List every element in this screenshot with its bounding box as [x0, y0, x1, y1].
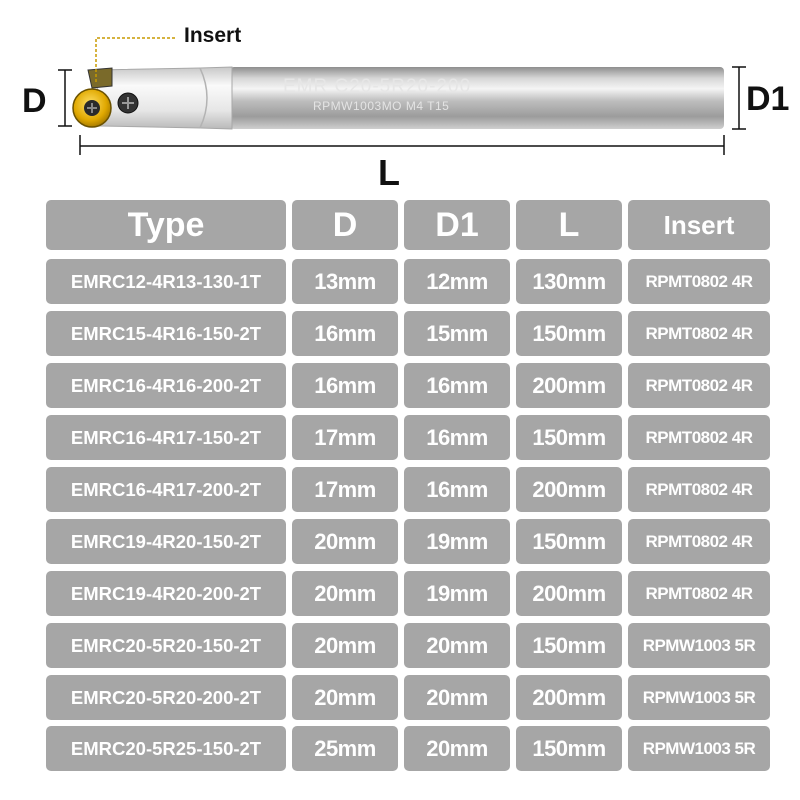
d-label: D — [22, 82, 47, 120]
cell-l: 150mm — [516, 311, 622, 356]
cell-insert: RPMT0802 4R — [628, 259, 770, 304]
insert-label: Insert — [184, 24, 242, 47]
table-row — [46, 467, 770, 512]
l-label: L — [378, 152, 400, 193]
cell-l: 200mm — [516, 467, 622, 512]
cell-type: EMRC16-4R16-200-2T — [46, 363, 286, 408]
header-insert: Insert — [628, 200, 770, 250]
table-row — [46, 311, 770, 356]
engraving-spec: RPMW1003MO M4 T15 — [313, 99, 450, 113]
cell-type: EMRC16-4R17-200-2T — [46, 467, 286, 512]
header-d: D — [292, 200, 398, 250]
cell-l: 130mm — [516, 259, 622, 304]
d1-label: D1 — [746, 80, 790, 118]
table-row — [46, 363, 770, 408]
cell-insert: RPMT0802 4R — [628, 415, 770, 460]
cell-d1: 19mm — [404, 571, 510, 616]
insert-icon — [88, 68, 112, 88]
cell-l: 200mm — [516, 675, 622, 720]
cell-type: EMRC16-4R17-150-2T — [46, 415, 286, 460]
table-row — [46, 623, 770, 668]
cell-insert: RPMT0802 4R — [628, 519, 770, 564]
cell-l: 150mm — [516, 623, 622, 668]
engraving-model: EMR C20-5R20-200 — [283, 76, 472, 97]
cell-type: EMRC12-4R13-130-1T — [46, 259, 286, 304]
cell-d: 25mm — [292, 726, 398, 771]
cell-d1: 20mm — [404, 623, 510, 668]
cell-type: EMRC20-5R20-200-2T — [46, 675, 286, 720]
cell-d1: 12mm — [404, 259, 510, 304]
table-row — [46, 726, 770, 771]
cell-type: EMRC19-4R20-150-2T — [46, 519, 286, 564]
cell-d: 17mm — [292, 467, 398, 512]
cell-insert: RPMW1003 5R — [628, 623, 770, 668]
cell-d1: 19mm — [404, 519, 510, 564]
cell-d1: 16mm — [404, 467, 510, 512]
cell-l: 150mm — [516, 726, 622, 771]
cell-insert: RPMW1003 5R — [628, 726, 770, 771]
table-header-row — [46, 200, 770, 250]
cell-l: 150mm — [516, 415, 622, 460]
header-d1: D1 — [404, 200, 510, 250]
cell-insert: RPMW1003 5R — [628, 675, 770, 720]
cell-insert: RPMT0802 4R — [628, 571, 770, 616]
cell-insert: RPMT0802 4R — [628, 363, 770, 408]
table-row — [46, 675, 770, 720]
cell-insert: RPMT0802 4R — [628, 311, 770, 356]
cell-d1: 20mm — [404, 726, 510, 771]
tool-head — [96, 67, 232, 129]
cell-l: 200mm — [516, 363, 622, 408]
table-row — [46, 571, 770, 616]
cell-l: 150mm — [516, 519, 622, 564]
cell-d: 20mm — [292, 623, 398, 668]
cell-type: EMRC20-5R20-150-2T — [46, 623, 286, 668]
table-row — [46, 519, 770, 564]
cell-d1: 20mm — [404, 675, 510, 720]
cell-d1: 15mm — [404, 311, 510, 356]
cell-d: 13mm — [292, 259, 398, 304]
cell-l: 200mm — [516, 571, 622, 616]
cell-type: EMRC19-4R20-200-2T — [46, 571, 286, 616]
cell-d: 20mm — [292, 571, 398, 616]
header-type: Type — [46, 200, 286, 250]
cell-d1: 16mm — [404, 415, 510, 460]
table-row — [46, 415, 770, 460]
cell-d: 16mm — [292, 311, 398, 356]
cell-d: 20mm — [292, 519, 398, 564]
header-l: L — [516, 200, 622, 250]
cell-type: EMRC15-4R16-150-2T — [46, 311, 286, 356]
cell-d: 16mm — [292, 363, 398, 408]
table-row — [46, 259, 770, 304]
cell-type: EMRC20-5R25-150-2T — [46, 726, 286, 771]
cell-d: 20mm — [292, 675, 398, 720]
cell-d1: 16mm — [404, 363, 510, 408]
tool-diagram — [0, 0, 800, 195]
cell-d: 17mm — [292, 415, 398, 460]
cell-insert: RPMT0802 4R — [628, 467, 770, 512]
